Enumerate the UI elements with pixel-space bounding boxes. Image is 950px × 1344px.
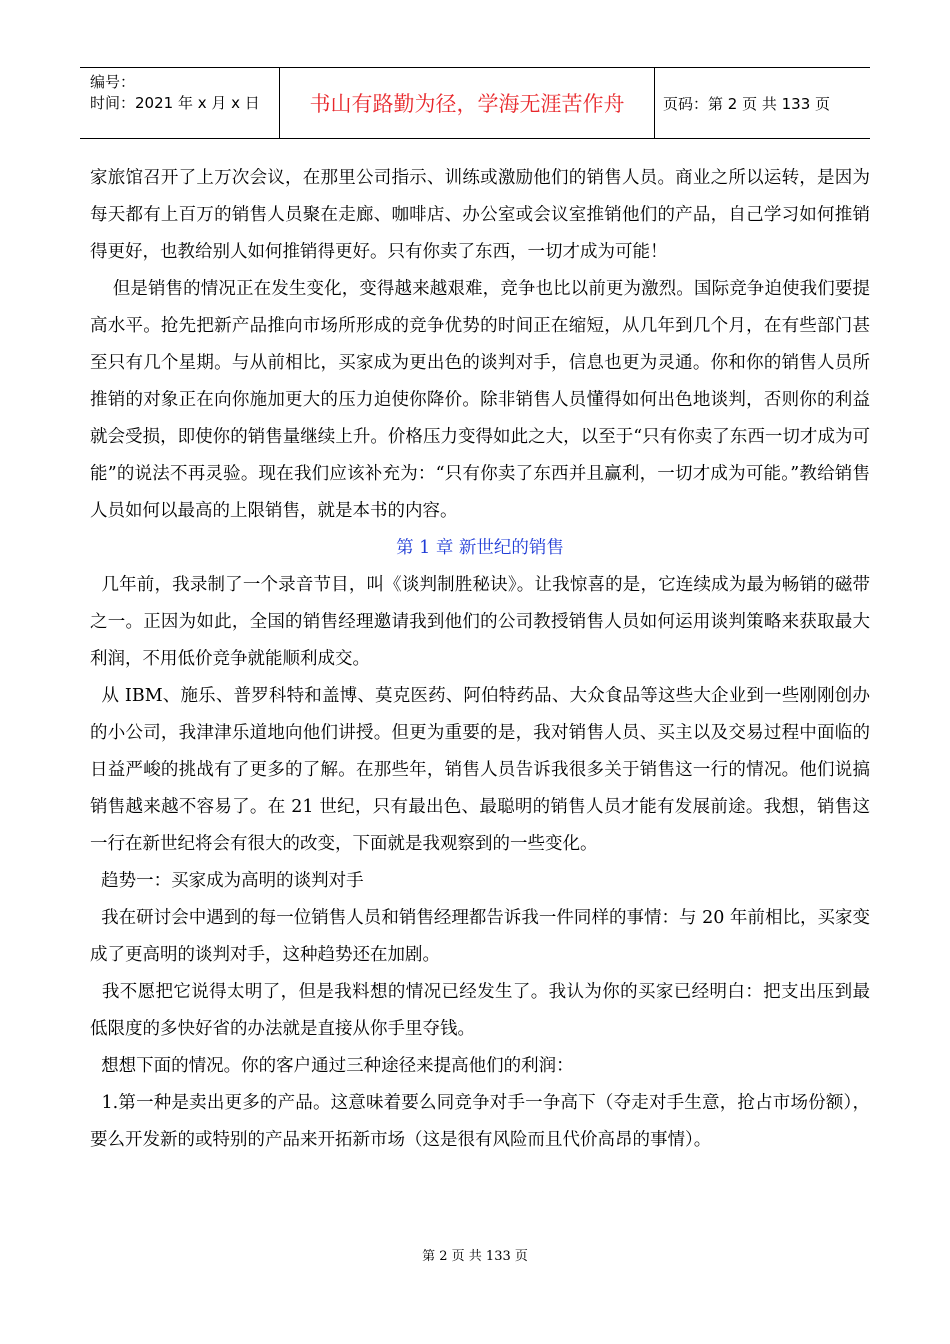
- body-paragraph: 但是销售的情况正在发生变化，变得越来越艰难，竞争也比以前更为激烈。国际竞争迫使我们要提高水平。抢先把新产品推向市场所形成的竞争优势的时间正在缩短，从几年到几个月，在有些部门甚至只有几个星期。与从前相比，买家成为更出色的谈判对手，信息也更为灵通。你和你的销售人员所推销的对象正在向你施加更大的压力迫使你降价。除非销售人员懂得如何出色地谈判，否则你的利益就会受损，即使你的销售量继续上升。价格压力变得如此之大，以至于“只有你卖了东西一切才成为可能”的说法不再灵验。现在我们应该补充为：“只有你卖了东西并且赢利，一切才成为可能。”教给销售人员如何以最高的上限销售，就是本书的内容。: [90, 279, 870, 521]
- document-number-label: 编号：: [90, 73, 136, 91]
- section-heading: 趋势一：买家成为高明的谈判对手: [90, 871, 364, 891]
- body-paragraph: 家旅馆召开了上万次会议，在那里公司指示、训练或激励他们的销售人员。商业之所以运转，是因为每天都有上百万的销售人员聚在走廊、咖啡店、办公室或会议室推销他们的产品，自己学习如何推销得更好，也教给别人如何推销得更好。只有你卖了东西，一切才成为可能！: [90, 168, 870, 262]
- header-page-number: 页码：第 2 页 共 133 页: [663, 94, 831, 113]
- document-body: [90, 160, 870, 1159]
- header-motto: 书山有路勤为径，学海无涯苦作舟: [280, 68, 655, 138]
- chapter-title: 第 1 章 新世纪的销售: [396, 538, 564, 558]
- document-date-label: 时间：2021 年 x 月 x 日: [90, 94, 260, 112]
- body-paragraph: 我在研讨会中遇到的每一位销售人员和销售经理都告诉我一件同样的事情：与 20 年前相比，买家变成了更高明的谈判对手，这种趋势还在加剧。: [90, 908, 870, 965]
- body-paragraph: 几年前，我录制了一个录音节目，叫《谈判制胜秘诀》。让我惊喜的是，它连续成为最为畅销的磁带之一。正因为如此，全国的销售经理邀请我到他们的公司教授销售人员如何运用谈判策略来获取最大利润，不用低价竞争就能顺利成交。: [90, 575, 870, 669]
- page-footer: 第 2 页 共 133 页: [422, 1249, 528, 1264]
- page-header: [80, 67, 870, 139]
- body-paragraph: 1.第一种是卖出更多的产品。这意味着要么同竞争对手一争高下（夺走对手生意，抢占市场份额），要么开发新的或特别的产品来开拓新市场（这是很有风险而且代价高昂的事情）。: [90, 1093, 870, 1150]
- body-paragraph: 我不愿把它说得太明了，但是我料想的情况已经发生了。我认为你的买家已经明白：把支出压到最低限度的多快好省的办法就是直接从你手里夺钱。: [90, 982, 870, 1039]
- body-paragraph: 从 IBM、施乐、普罗科特和盖博、莫克医药、阿伯特药品、大众食品等这些大企业到一些刚刚创办的小公司，我津津乐道地向他们讲授。但更为重要的是，我对销售人员、买主以及交易过程中面临的日益严峻的挑战有了更多的了解。在那些年，销售人员告诉我很多关于销售这一行的情况。他们说搞销售越来越不容易了。在 21 世纪，只有最出色、最聪明的销售人员才能有发展前途。我想，销售这一行在新世纪将会有很大的改变，下面就是我观察到的一些变化。: [90, 686, 870, 854]
- body-paragraph: 想想下面的情况。你的客户通过三种途径来提高他们的利润：: [90, 1056, 574, 1076]
- header-meta-cell: [80, 68, 280, 138]
